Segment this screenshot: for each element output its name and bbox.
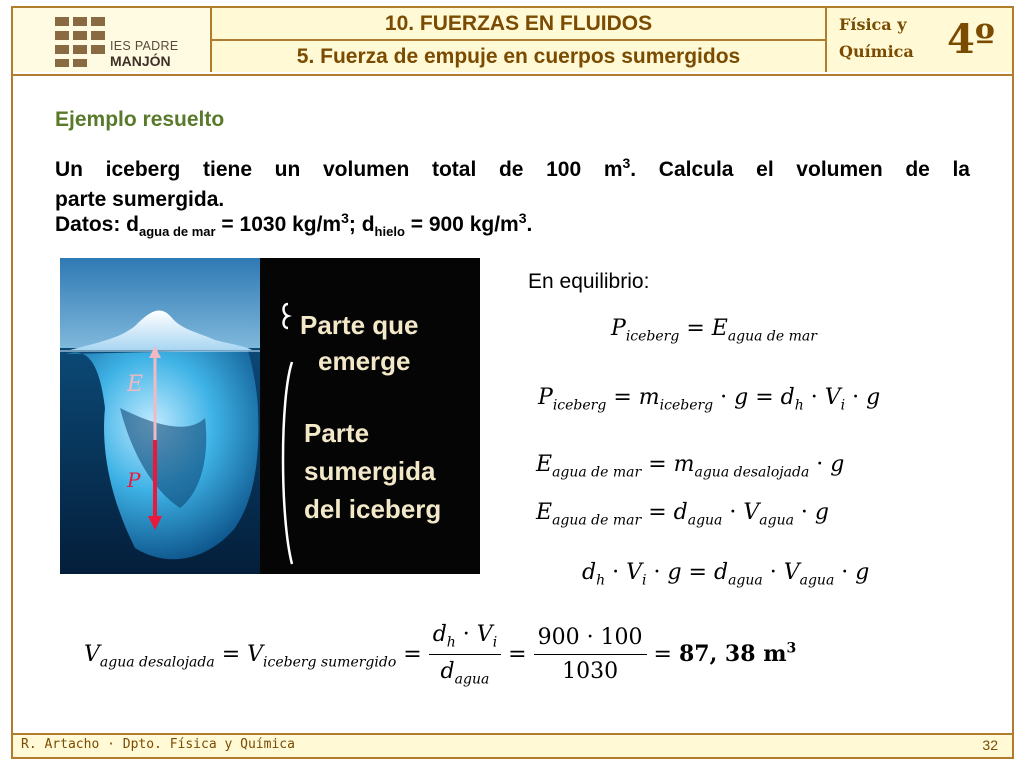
data-prefix: Datos: d — [55, 213, 139, 236]
page-number: 32 — [982, 737, 998, 753]
frac1-num-d: d — [432, 622, 447, 647]
unit-title: 10. FUERZAS EN FLUIDOS — [212, 8, 825, 41]
eq2-g2: g — [866, 385, 881, 410]
data-mid2: ; d — [348, 213, 375, 236]
frac1-num-d-sub: h — [446, 634, 456, 651]
eq2-P: P — [538, 385, 553, 410]
eq4-E: E — [536, 500, 553, 525]
subject-box — [827, 8, 1012, 72]
final-V1-sub: agua desalojada — [99, 654, 215, 671]
eq2-g: g — [734, 385, 749, 410]
data-sub-agua: agua de mar — [139, 224, 216, 240]
data-mid3: = 900 kg/m — [404, 213, 519, 236]
eq5-V1-sub: i — [642, 572, 647, 589]
frac1-den-d-sub: agua — [454, 671, 490, 688]
frac2-numerator: 900 · 100 — [534, 625, 647, 655]
school-logo — [13, 8, 212, 72]
eq5-d1-sub: h — [596, 572, 606, 589]
eq5-d1: d — [582, 560, 597, 585]
eq2-m-sub: iceberg — [659, 397, 714, 414]
equation-2: $P_{iceberg} = m_{iceberg} \cdot g = d_h \cdot V_i \cdot g$ — [538, 385, 881, 414]
footer — [13, 735, 1012, 757]
course-level: 4º — [947, 16, 995, 63]
final-result — [679, 641, 796, 667]
frac1-num-V-sub: i — [492, 634, 498, 651]
eq5-V1: V — [626, 560, 642, 585]
eq5-d2-sub: agua — [728, 572, 763, 589]
eq5-g: g — [667, 560, 682, 585]
equation-1: $P_{iceberg} = E_{agua de mar}$ — [611, 316, 817, 345]
eq4-V: V — [743, 500, 760, 525]
eq4-d: d — [673, 500, 688, 525]
eq5-g2: g — [855, 560, 870, 585]
label-sub-1: Parte — [304, 418, 370, 448]
frac1-den-d: d — [440, 659, 455, 685]
data-sub-hielo: hielo — [374, 224, 405, 240]
problem-line1-text: Un iceberg tiene un volumen total de 100 m — [55, 158, 623, 181]
equation-4: $E_{agua de mar} = d_{agua} \cdot V_{agua} \cdot g$ — [536, 500, 830, 529]
problem-data — [55, 210, 532, 239]
data-exp2: 3 — [518, 210, 527, 226]
iceberg-figure — [60, 258, 480, 574]
eq1-E-sub: agua de mar — [727, 328, 817, 345]
data-end: . — [526, 213, 533, 236]
subject-line1: Física y — [839, 15, 907, 34]
eq5-d2: d — [713, 560, 729, 585]
eq3-m: m — [673, 452, 695, 477]
problem-line1-exp: 3 — [622, 155, 631, 171]
iceberg-illustration — [60, 258, 480, 574]
problem-line2: parte sumergida. — [55, 188, 225, 211]
eq2-d: d — [780, 385, 795, 410]
final-V1: V — [84, 641, 100, 667]
eq4-g: g — [814, 500, 830, 525]
final-result-value: 87, 38 m — [678, 640, 787, 667]
eq2-m: m — [638, 385, 660, 410]
logo-text-line1: IES PADRE — [110, 39, 179, 53]
logo-text-line2: MANJÓN — [110, 53, 171, 69]
final-result-exp: 3 — [786, 640, 797, 657]
eq2-P-sub: iceberg — [552, 397, 607, 414]
fraction-symbolic: $\frac{d_h \cdot V_i}{d_{agua}}$ — [429, 622, 501, 688]
eq4-E-sub: agua de mar — [552, 512, 642, 529]
final-V2: V — [247, 641, 264, 667]
problem-statement — [55, 148, 970, 215]
subject-line2: Química — [839, 42, 914, 61]
problem-line1 — [55, 148, 970, 185]
data-mid1: = 1030 kg/m — [215, 213, 342, 236]
eq5-V2-sub: agua — [799, 572, 835, 589]
fraction-numeric — [534, 625, 647, 684]
title-box — [212, 8, 827, 72]
eq3-g: g — [830, 452, 845, 477]
eq3-m-sub: agua desalojada — [694, 464, 810, 481]
section-title: Ejemplo resuelto — [55, 108, 225, 131]
eq4-V-sub: agua — [759, 512, 794, 529]
label-emerge-2: emerge — [318, 346, 411, 376]
eq3-E: E — [536, 452, 553, 477]
eq2-V-sub: i — [840, 397, 846, 414]
eq1-E: E — [711, 316, 728, 341]
frac1-num-V: V — [476, 622, 493, 647]
eq4-d-sub: agua — [687, 512, 723, 529]
equilibrium-intro: En equilibrio: — [528, 270, 650, 293]
header-divider — [13, 74, 1012, 76]
eq1-P-sub: iceberg — [625, 328, 680, 345]
footer-author: R. Artacho · Dpto. Física y Química — [21, 737, 295, 752]
eq1-P: P — [611, 316, 626, 341]
data-exp1: 3 — [341, 210, 349, 226]
final-equation: $V_{agua desalojada} = V_{iceberg sumergido}$ = $\frac{d_h \cdot V_i}{d_{agua}}$ = $\frac{900 \cdot 100}{1030}$ = 87, 38 $m^3$ — [84, 622, 797, 688]
equation-3: $E_{agua de mar} = m_{agua desalojada} \cdot g$ — [536, 452, 845, 481]
label-sub-2: sumergida — [304, 456, 436, 486]
eq3-E-sub: agua de mar — [552, 464, 642, 481]
final-V2-sub: iceberg sumergido — [263, 654, 397, 671]
force-E-label: E — [127, 372, 144, 397]
label-emerge-1: Parte que — [300, 310, 419, 340]
label-sub-3: del iceberg — [304, 494, 442, 524]
frac2-denominator: 1030 — [562, 659, 619, 685]
logo-blocks-icon — [55, 17, 107, 67]
eq5-V2: V — [783, 560, 800, 585]
eq2-V: V — [824, 385, 841, 410]
problem-line1-tail: . Calcula el volumen de la — [630, 158, 970, 181]
eq2-d-sub: h — [794, 397, 804, 414]
section-subtitle: 5. Fuerza de empuje en cuerpos sumergidos — [296, 45, 741, 68]
force-P-label: P — [127, 468, 141, 492]
equation-5: $d_h \cdot V_i \cdot g = d_{agua} \cdot V_{agua} \cdot g$ — [582, 560, 870, 589]
